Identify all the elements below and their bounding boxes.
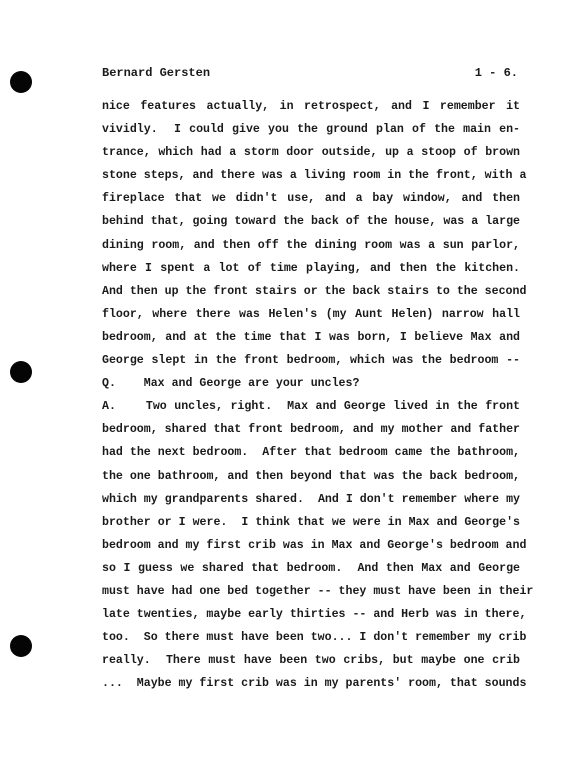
binder-hole-top	[10, 71, 32, 93]
transcript-body	[102, 95, 534, 695]
page-header	[102, 65, 518, 81]
text-line: must have had one bed together -- they must have been in their	[102, 584, 534, 598]
text-line: bedroom, shared that front bedroom, and my mother and father	[102, 423, 520, 437]
page-number: 1 - 6.	[474, 66, 518, 80]
answer-line: A. Two uncles, right. Max and George lived in the front	[102, 400, 520, 414]
text-line: dining room, and then off the dining room was a sun parlor,	[102, 238, 520, 252]
text-line: vividly. I could give you the ground plan of the main en-	[102, 123, 520, 137]
interviewee-name: Bernard Gersten	[102, 66, 211, 80]
text-line: George slept in the front bedroom, which was the bedroom --	[102, 354, 520, 368]
text-line: late twenties, maybe early thirties -- and Herb was in there,	[102, 608, 527, 622]
question-line: Q. Max and George are your uncles?	[102, 377, 360, 391]
text-line: where I spent a lot of time playing, and then the kitchen.	[102, 261, 520, 275]
text-line: too. So there must have been two... I don't remember my crib	[102, 631, 527, 645]
text-line: behind that, going toward the back of the house, was a large	[102, 215, 520, 229]
text-line: floor, where there was Helen's (my Aunt Helen) narrow hall	[102, 307, 520, 321]
text-line: bedroom, and at the time that I was born, I believe Max and	[102, 330, 520, 344]
text-line: stone steps, and there was a living room in the front, with a	[102, 169, 527, 183]
text-line: And then up the front stairs or the back stairs to the second	[102, 284, 527, 298]
text-line: fireplace that we didn't use, and a bay window, and then	[102, 192, 520, 206]
text-line: the one bathroom, and then beyond that was the back bedroom,	[102, 469, 520, 483]
text-line: nice features actually, in retrospect, and I remember it	[102, 100, 520, 113]
binder-hole-bottom	[10, 635, 32, 657]
text-line: ... Maybe my first crib was in my parents' room, that sounds	[102, 677, 527, 691]
text-line: had the next bedroom. After that bedroom came the bathroom,	[102, 446, 520, 460]
text-line: brother or I were. I think that we were in Max and George's	[102, 515, 520, 529]
text-line: which my grandparents shared. And I don't remember where my	[102, 492, 520, 506]
binder-hole-middle	[10, 361, 32, 383]
text-line: trance, which had a storm door outside, up a stoop of brown	[102, 146, 520, 160]
text-line: so I guess we shared that bedroom. And then Max and George	[102, 561, 520, 575]
text-line: really. There must have been two cribs, but maybe one crib	[102, 654, 520, 668]
text-line: bedroom and my first crib was in Max and George's bedroom and	[102, 538, 527, 552]
